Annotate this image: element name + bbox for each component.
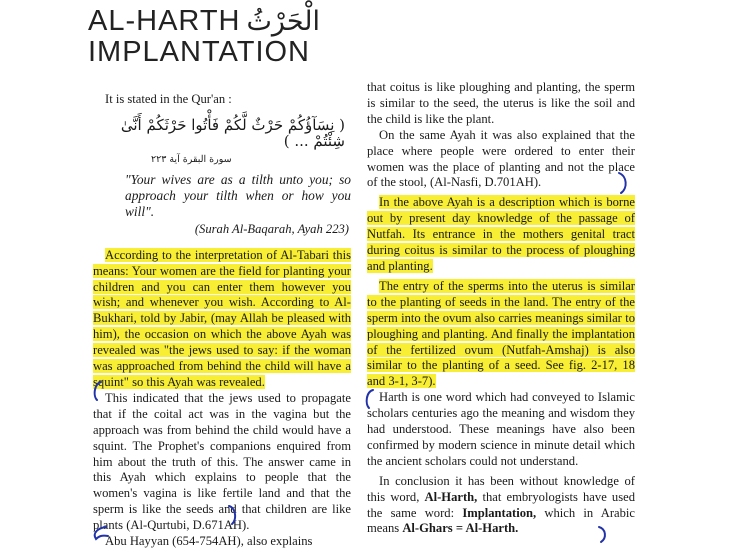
paragraph-conclusion: In conclusion it has been without knowledge of this word, Al-Harth, that embryologists have used the same word: Implantation, which in Arabic means Al-Ghars = Al-Harth. xyxy=(367,473,636,536)
paragraph-coitus: that coitus is like ploughing and planting, the sperm is similar to the seed, the uterus is like the soil and the child is like the plant. xyxy=(367,80,635,126)
paragraph-nutfah xyxy=(367,195,635,275)
intro-text: It is stated in the Qur'an : xyxy=(105,92,232,106)
page-title xyxy=(88,6,320,68)
verse-translation: "Your wives are as a tilth unto you; so approach your tilth when or how you will". xyxy=(125,171,351,220)
quran-verse-arabic: ( نِسَآؤُكُمْ حَرْثٌ لَّكُمْ فَأْتُوا حَرْثَكُمْ أَنَّىٰ شِئْتُمْ ... ) xyxy=(120,115,345,150)
sura-reference-arabic: سورة البقرة آية ٢٢٣ xyxy=(151,153,232,165)
left-column xyxy=(93,92,351,550)
paragraph-entry-sperms xyxy=(367,279,635,390)
title-line-2: IMPLANTATION xyxy=(88,36,310,68)
paragraph-harth: Harth is one word which had conveyed to Islamic scholars centuries ago the meaning and wisdom they had understood. These meanings have also been confirmed by modern science in minute detail which the ancient scholars could not understand. xyxy=(367,390,635,468)
paragraph-jews: This indicated that the jews used to propagate that if the coital act was in the vagina but the approach was from behind the child would have a squint. The Prophet's companions enquired from him about the truth of this. The answer came in this Ayah which explains to people that the women's vagina is like fertile land and that the sperm is like the seeds and that children are like plants (Al-Qurtubi, D.671AH). xyxy=(93,390,351,533)
term-al-ghars: Al-Ghars = Al-Harth. xyxy=(402,521,519,536)
verse-source: (Surah Al-Baqarah, Ayah 223) xyxy=(194,221,349,236)
highlighted-text: The entry of the sperms into the uterus is similar to the planting of seeds in the land. The entry of the sperm into the ovum also carries meanings similar to ploughing and planting. And finally the implantation of the fertilized ovum (Nutfah-Amshaj) is also similar to the planting of a seed. See fig. 2-17, 18 and 3-1, 3-7). xyxy=(367,278,635,389)
paragraph-abu-hayyan: Abu Hayyan (654-754AH), also explains xyxy=(105,534,313,549)
term-implantation: Implantation, xyxy=(462,505,537,520)
highlighted-text: According to the interpretation of Al-Tabari this means: Your women are the field for planting your children and you can enter them however you wish; and whenever you wish. According to Al-Bukhari, told by Jabir, (may Allah be pleased with him), the occasion on which the above Ayah was revealed was "the jews used to say: if the woman was approached from behind the child will have a squint" so this Ayah was revealed. xyxy=(93,247,351,389)
title-arabic: الْحَرْثُ xyxy=(246,6,320,37)
highlighted-text: In the above Ayah is a description which is borne out by present day knowledge of the passage of Nutfah. Its entrance in the mothers genital tract during coitus is similar to the process of ploughing and planting. xyxy=(367,195,635,273)
right-column xyxy=(367,80,635,537)
paragraph-same-ayah: On the same Ayah it was also explained that the place where people were ordered to enter their women was the place of planting and not the place of the stool, (Al-Nasfi, D.701AH). xyxy=(367,127,635,190)
paragraph-tabari xyxy=(93,248,351,391)
term-al-harth: Al-Harth, xyxy=(424,489,478,504)
title-line-1: AL-HARTH xyxy=(88,5,241,37)
